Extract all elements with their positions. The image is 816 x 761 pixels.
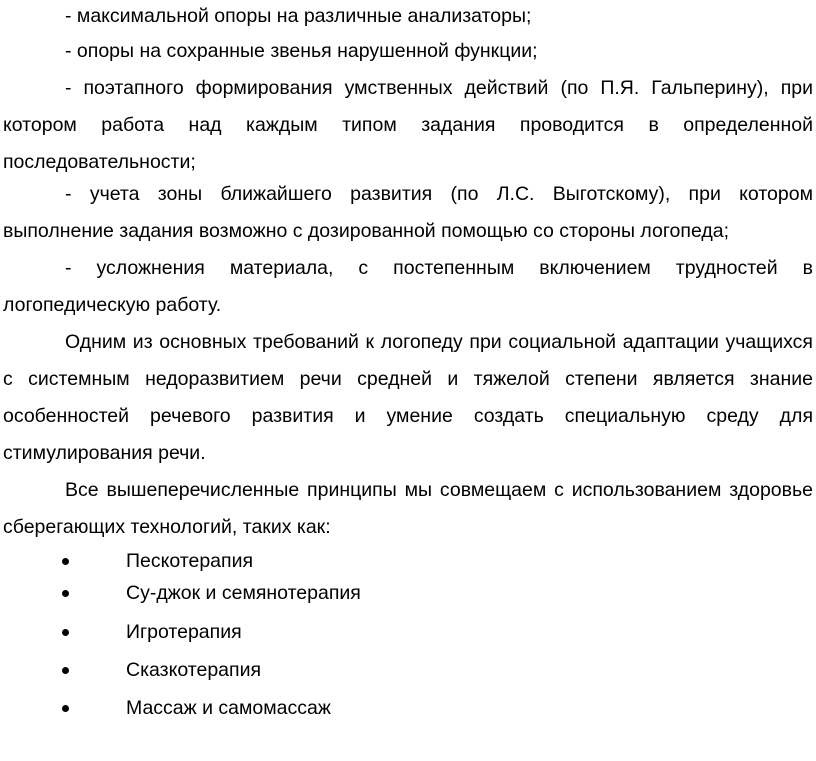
list-item [0, 693, 700, 723]
paragraph-preserved-links: - опоры на сохранные звенья нарушенной функции; [65, 40, 538, 62]
list-item [0, 546, 700, 576]
list-item-label: Су-джок и семянотерапия [126, 582, 361, 604]
bullet-icon [62, 705, 69, 712]
bullet-icon [62, 590, 69, 597]
list-item [0, 578, 700, 608]
list-item-label: Игротерапия [126, 621, 242, 643]
paragraph-complexity: - усложнения материала, с постепенным включением трудностей в логопедическую работу. [3, 257, 813, 316]
paragraph-galperin: - поэтапного формирования умственных действий (по П.Я. Гальперину), при котором работа над каждым типом задания проводится в определенной последовательности; [3, 77, 813, 173]
list-item-label: Сказкотерапия [126, 659, 262, 681]
bullet-icon [62, 667, 69, 674]
paragraph-requirements: Одним из основных требований к логопеду при социальной адаптации учащихся с системным недоразвитием речи средней и тяжелой степени является знание особенностей речевого развития и умение создать специальную среду для стимулирования речи. [3, 331, 813, 464]
bullet-icon [62, 558, 69, 565]
paragraph-analyzers: - максимальной опоры на различные анализаторы; [65, 5, 532, 27]
bullet-icon [62, 629, 69, 636]
list-item [0, 655, 700, 685]
paragraph-vygotsky: - учета зоны ближайшего развития (по Л.С. Выготскому), при котором выполнение задания возможно с дозированной помощью со стороны логопеда; [3, 183, 813, 242]
paragraph-technologies: Все вышеперечисленные принципы мы совмещаем с использованием здоровье сберегающих технологий, таких как: [3, 479, 813, 538]
list-item-label: Массаж и самомассаж [126, 697, 331, 719]
list-item-label: Пескотерапия [126, 550, 254, 572]
list-item [0, 617, 700, 647]
